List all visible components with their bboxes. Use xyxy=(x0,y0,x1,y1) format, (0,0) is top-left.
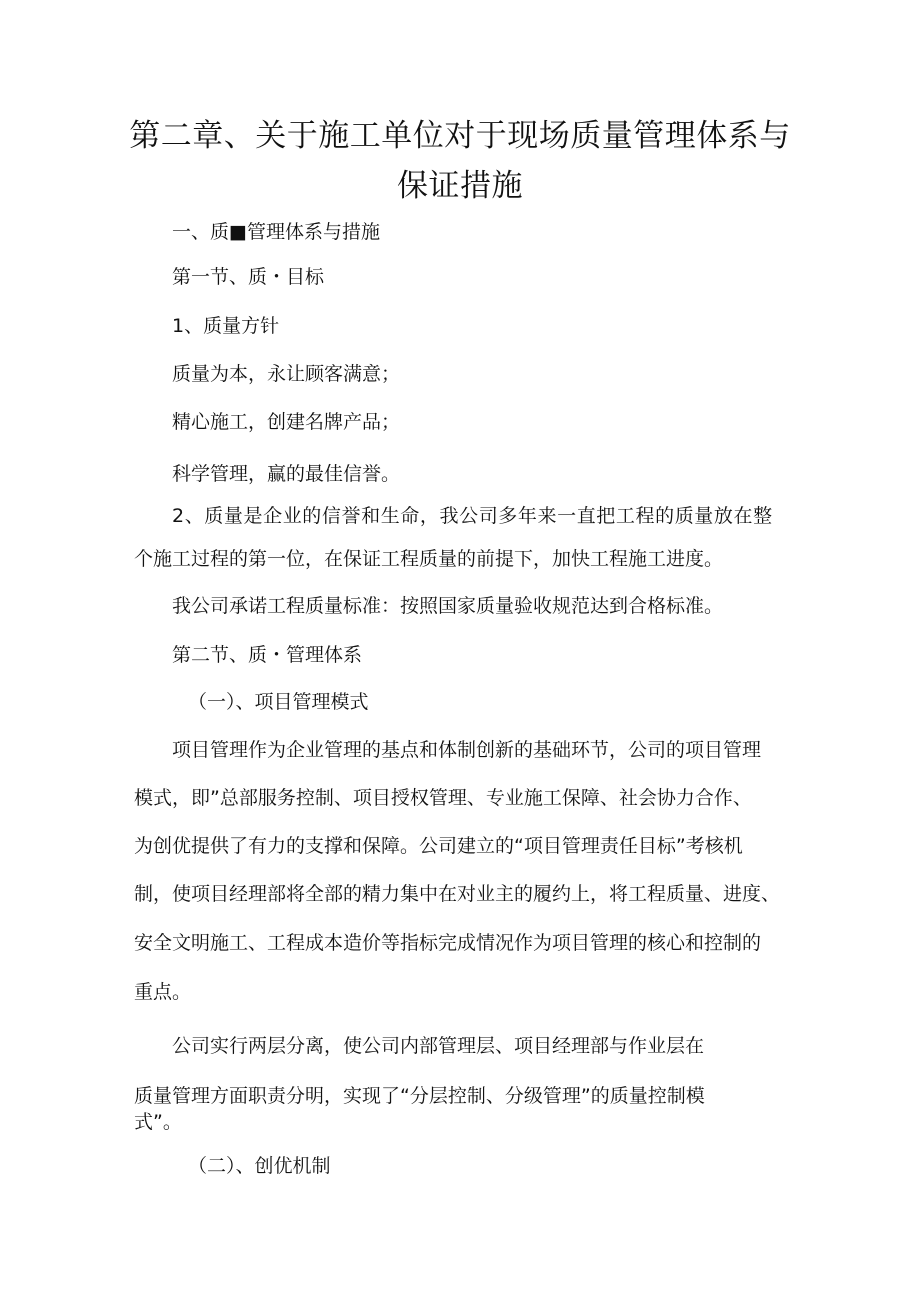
policy-line-1: 质量为本，永让顾客满意； xyxy=(172,363,401,385)
paragraph-1-line-2: 模式，即”总部服务控制、项目授权管理、专业施工保障、社会协力合作、 xyxy=(134,787,752,809)
item-2-line-2: 个施工过程的第一位，在保证工程质量的前提下，加快工程施工进度。 xyxy=(134,548,724,570)
subsection-2-heading: 第二节、质・管理体系 xyxy=(172,644,363,666)
paragraph-2-line-3: 式”。 xyxy=(134,1111,182,1133)
paragraph-1-line-4: 制，使项目经理部将全部的精力集中在对业主的履约上，将工程质量、进度、 xyxy=(134,883,781,905)
paragraph-2-line-2: 质量管理方面职责分明，实现了“分层控制、分级管理”的质量控制模 xyxy=(134,1085,705,1107)
paragraph-2-line-1: 公司实行两层分离，使公司内部管理层、项目经理部与作业层在 xyxy=(172,1035,705,1057)
sub-item-1-heading: （一）、项目管理模式 xyxy=(188,691,369,713)
subsection-1-heading: 第一节、质・目标 xyxy=(172,266,325,288)
section-heading: 一、质■管理体系与措施 xyxy=(172,221,380,243)
paragraph-1-line-1: 项目管理作为企业管理的基点和体制创新的基础环节，公司的项目管理 xyxy=(172,739,762,761)
chapter-title-line-1: 第二章、关于施工单位对于现场质量管理体系与 xyxy=(129,118,791,154)
item-2-line-1: 2、质量是企业的信誉和生命，我公司多年来一直把工程的质量放在整 xyxy=(172,505,773,527)
paragraph-1-line-6: 重点。 xyxy=(134,981,192,1003)
commitment-line: 我公司承诺工程质量标准：按照国家质量验收规范达到合格标准。 xyxy=(172,595,724,617)
item-1-heading: 1、质量方针 xyxy=(172,315,280,337)
chapter-title-line-2: 保证措施 xyxy=(397,168,523,204)
policy-line-2: 精心施工，创建名牌产品； xyxy=(172,411,401,433)
paragraph-1-line-3: 为创优提供了有力的支撑和保障。公司建立的“项目管理责任目标”考核机 xyxy=(134,835,743,857)
sub-item-2-heading: （二）、创优机制 xyxy=(188,1155,331,1177)
paragraph-1-line-5: 安全文明施工、工程成本造价等指标完成情况作为项目管理的核心和控制的 xyxy=(134,932,762,954)
policy-line-3: 科学管理，赢的最佳信誉。 xyxy=(172,463,401,485)
